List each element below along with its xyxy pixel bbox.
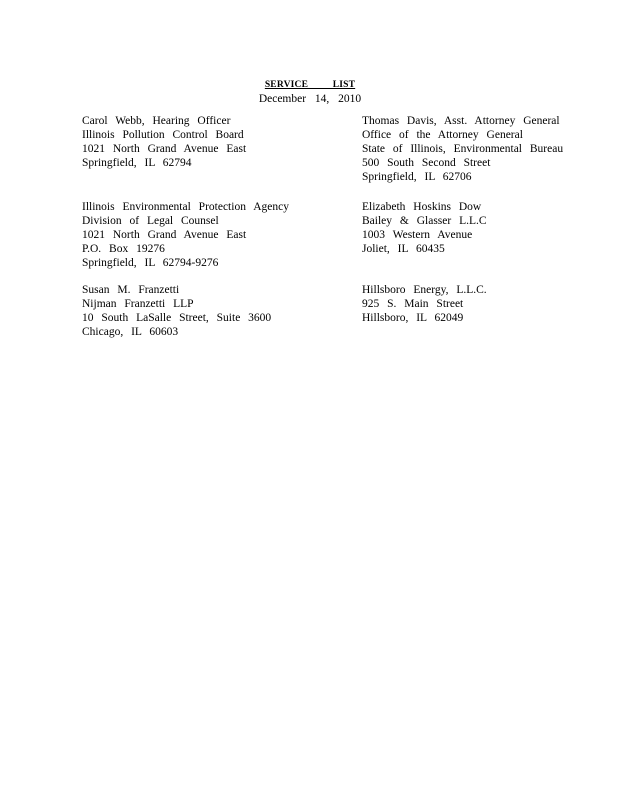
entry-line: Illinois Pollution Control Board: [82, 129, 244, 141]
entry-line: Division of Legal Counsel: [82, 215, 219, 227]
entry-line: 10 South LaSalle Street, Suite 3600: [82, 312, 272, 324]
entry-line: Thomas Davis, Asst. Attorney General: [362, 115, 560, 127]
service-entry-thomas-davis: [362, 114, 563, 184]
entry-line: Hillsboro Energy, L.L.C.: [362, 284, 487, 296]
entry-line: Office of the Attorney General: [362, 129, 523, 141]
document-date: December 14, 2010: [258, 93, 362, 105]
service-entry-carol-webb: [82, 114, 246, 170]
service-entry-susan-franzetti: [82, 283, 271, 339]
entry-line: Susan M. Franzetti: [82, 284, 180, 296]
service-entry-illinois-epa: [82, 200, 289, 270]
entry-line: Elizabeth Hoskins Dow: [362, 201, 482, 213]
entry-line: Carol Webb, Hearing Officer: [82, 115, 231, 127]
entry-line: Nijman Franzetti LLP: [82, 298, 194, 310]
entry-line: Illinois Environmental Protection Agency: [82, 201, 289, 213]
service-entry-elizabeth-hoskins-dow: [362, 200, 487, 256]
service-entry-hillsboro-energy: [362, 283, 487, 325]
entry-line: 925 S. Main Street: [362, 298, 464, 310]
document-header: [0, 74, 618, 106]
entry-line: 1021 North Grand Avenue East: [82, 229, 247, 241]
entry-line: 500 South Second Street: [362, 157, 491, 169]
entry-line: Hillsboro, IL 62049: [362, 312, 464, 324]
service-list-title: SERVICE LIST: [264, 80, 356, 90]
entry-line: Springfield, IL 62794: [82, 157, 192, 169]
entry-line: Bailey & Glasser L.L.C: [362, 215, 487, 227]
entry-line: 1021 North Grand Avenue East: [82, 143, 247, 155]
entry-line: Joliet, IL 60435: [362, 243, 445, 255]
entry-line: State of Illinois, Environmental Bureau: [362, 143, 564, 155]
entry-line: Springfield, IL 62794-9276: [82, 257, 219, 269]
entry-line: Springfield, IL 62706: [362, 171, 472, 183]
entry-line: 1003 Western Avenue: [362, 229, 473, 241]
entry-line: Chicago, IL 60603: [82, 326, 179, 338]
entry-line: P.O. Box 19276: [82, 243, 165, 255]
